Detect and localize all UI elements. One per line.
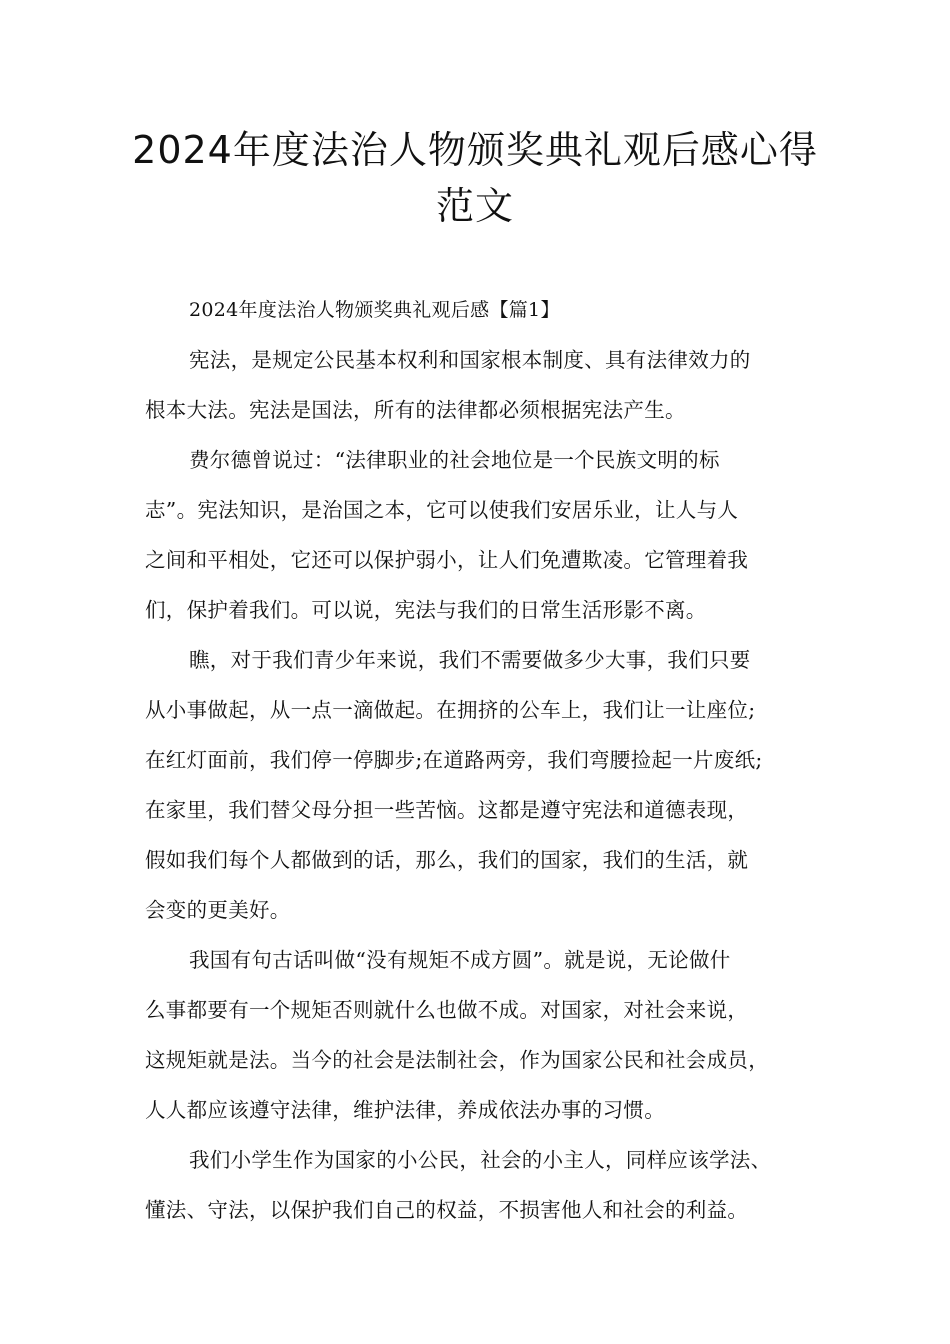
section-heading: 2024年度法治人物颁奖典礼观后感【篇1】 [189,299,560,321]
paragraph-line: 我国有句古话叫做“没有规矩不成方圆”。就是说，无论做什 [189,948,731,972]
title-line-1: 2024年度法治人物颁奖典礼观后感心得 [132,128,818,172]
paragraph-line: 瞧，对于我们青少年来说，我们不需要做多少大事，我们只要 [189,648,751,672]
paragraph-line: 志”。宪法知识，是治国之本，它可以使我们安居乐业，让人与人 [145,498,739,522]
paragraph-line: 在家里，我们替父母分担一些苦恼。这都是遵守宪法和道德表现， [145,798,749,822]
paragraph-line: 费尔德曾说过：“法律职业的社会地位是一个民族文明的标 [189,448,720,472]
paragraph-line: 根本大法。宪法是国法，所有的法律都必须根据宪法产生。 [145,398,686,422]
paragraph-line: 会变的更美好。 [145,898,291,922]
paragraph-line: 在红灯面前，我们停一停脚步;在道路两旁，我们弯腰捡起一片废纸; [145,748,763,772]
paragraph-line: 从小事做起，从一点一滴做起。在拥挤的公车上，我们让一让座位; [145,698,756,722]
paragraph-line: 之间和平相处，它还可以保护弱小，让人们免遭欺凌。它管理着我 [145,548,749,572]
paragraph-line: 人人都应该遵守法律，维护法律，养成依法办事的习惯。 [145,1098,665,1122]
paragraph-line: 这规矩就是法。当今的社会是法制社会，作为国家公民和社会成员， [145,1048,769,1072]
document-title [100,122,850,234]
paragraph-line: 懂法、守法，以保护我们自己的权益，不损害他人和社会的利益。 [145,1198,749,1222]
title-line-2: 范文 [435,184,514,228]
paragraph-line: 宪法，是规定公民基本权利和国家根本制度、具有法律效力的 [189,348,751,372]
document-body [145,285,825,1235]
paragraph-line: 我们小学生作为国家的小公民，社会的小主人，同样应该学法、 [189,1148,772,1172]
paragraph-line: 么事都要有一个规矩否则就什么也做不成。对国家，对社会来说， [145,998,749,1022]
paragraph-line: 们，保护着我们。可以说，宪法与我们的日常生活形影不离。 [145,598,707,622]
paragraph-line: 假如我们每个人都做到的话，那么，我们的国家，我们的生活，就 [145,848,749,872]
